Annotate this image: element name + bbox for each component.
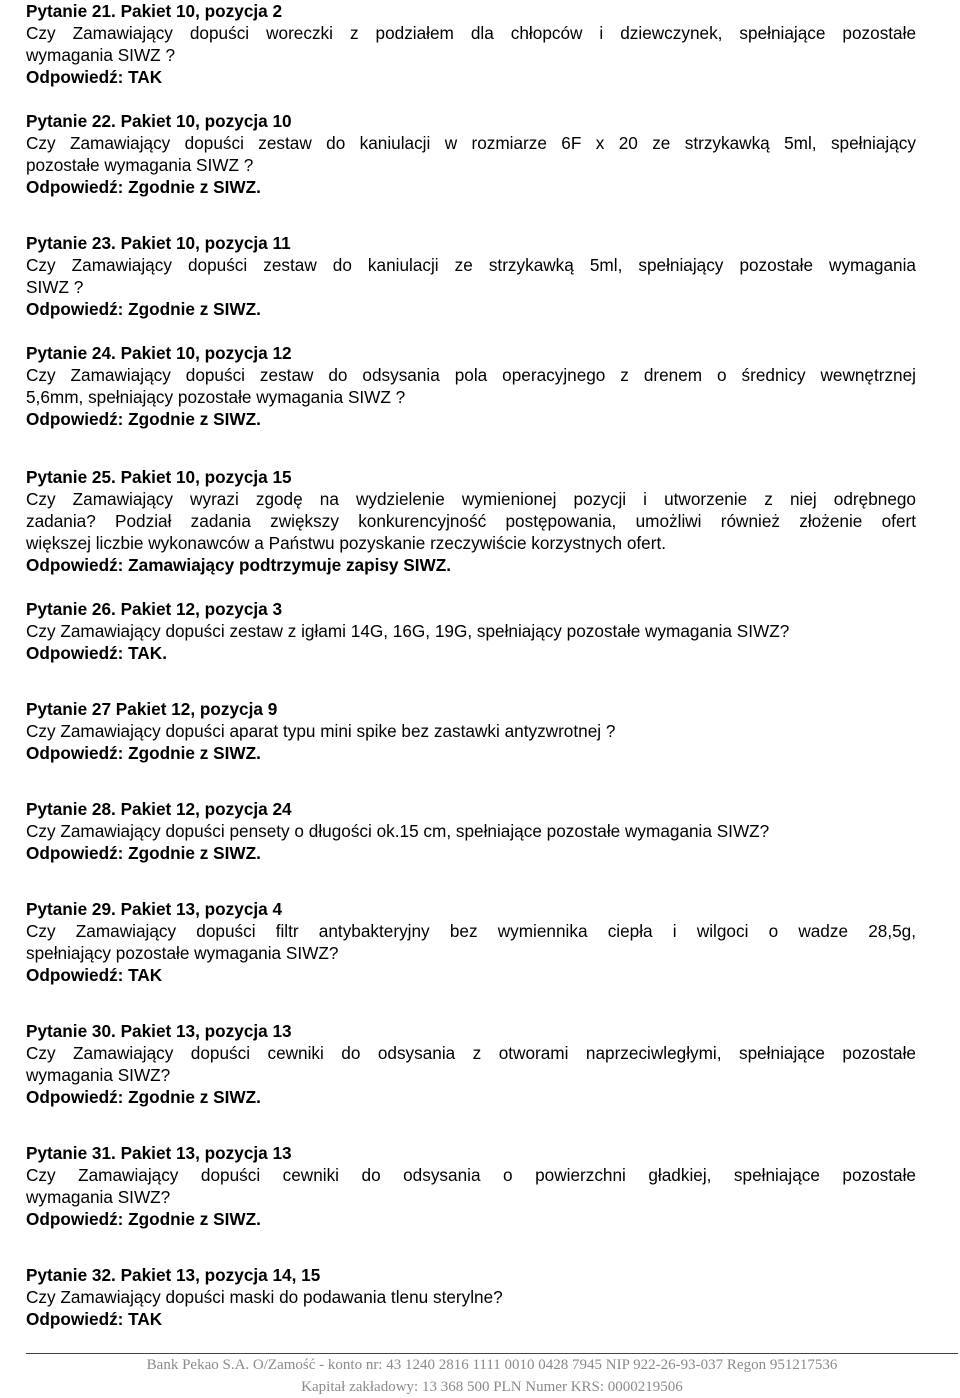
question-package: Pakiet 10, pozycja 15 xyxy=(115,467,292,487)
answer-text: Odpowiedź: TAK. xyxy=(26,643,167,663)
question-package: Pakiet 12, pozycja 24 xyxy=(115,799,292,819)
question-number: Pytanie 27 Pakiet 12, pozycja 9 xyxy=(26,699,278,719)
question-block xyxy=(26,598,916,664)
question-text-line: Czy Zamawiający dopuści cewniki do odsysania o powierzchni gładkiej, spełniające pozostałe xyxy=(26,1165,916,1185)
question-text-line: większej liczbie wykonawców a Państwu pozyskanie rzeczywiście korzystnych ofert. xyxy=(26,533,666,553)
question-text-line: Czy Zamawiający dopuści zestaw do kaniulacji ze strzykawką 5ml, spełniający pozostałe wymagania xyxy=(26,255,916,275)
question-block xyxy=(26,342,916,430)
answer-text: Odpowiedź: Zgodnie z SIWZ. xyxy=(26,743,261,763)
question-text-line: pozostałe wymagania SIWZ ? xyxy=(26,155,254,175)
question-block xyxy=(26,110,916,198)
question-number: Pytanie 29. xyxy=(26,899,116,919)
question-text-line: Czy Zamawiający dopuści maski do podawania tlenu sterylne? xyxy=(26,1287,503,1307)
answer-text: Odpowiedź: Zgodnie z SIWZ. xyxy=(26,177,261,197)
question-text-line: wymagania SIWZ? xyxy=(26,1187,171,1207)
question-block xyxy=(26,1264,916,1330)
question-package: Pakiet 13, pozycja 4 xyxy=(115,899,283,919)
question-text-line: Czy Zamawiający dopuści aparat typu mini spike bez zastawki antyzwrotnej ? xyxy=(26,721,616,741)
question-header xyxy=(26,232,916,254)
question-text-line: Czy Zamawiający dopuści filtr antybakteryjny bez wymiennika ciepła i wilgoci o wadze 28,5g, xyxy=(26,921,916,941)
question-number: Pytanie 30. xyxy=(26,1021,116,1041)
question-header xyxy=(26,1264,916,1286)
question-package: Pakiet 12, pozycja 3 xyxy=(115,599,283,619)
question-text-line: Czy Zamawiający dopuści zestaw z igłami 14G, 16G, 19G, spełniający pozostałe wymagania SIWZ? xyxy=(26,621,790,641)
answer-text: Odpowiedź: Zgodnie z SIWZ. xyxy=(26,1209,261,1229)
question-number: Pytanie 28. xyxy=(26,799,116,819)
question-block xyxy=(26,466,916,576)
answer-text: Odpowiedź: Zgodnie z SIWZ. xyxy=(26,409,261,429)
question-number: Pytanie 24. xyxy=(26,343,116,363)
question-block xyxy=(26,898,916,986)
answer-text: Odpowiedź: TAK xyxy=(26,1309,163,1329)
question-header xyxy=(26,342,916,364)
question-text-line: zadania? Podział zadania zwiększy konkurencyjność postępowania, umożliwi również złożenie ofert xyxy=(26,511,916,531)
question-text-line: Czy Zamawiający dopuści woreczki z podziałem dla chłopców i dziewczynek, spełniające pozostałe xyxy=(26,23,916,43)
question-number: Pytanie 31. xyxy=(26,1143,116,1163)
question-number: Pytanie 26. xyxy=(26,599,116,619)
answer-text: Odpowiedź: Zamawiający podtrzymuje zapisy SIWZ. xyxy=(26,555,451,575)
answer-text: Odpowiedź: TAK xyxy=(26,67,163,87)
question-text-line: Czy Zamawiający dopuści cewniki do odsysania z otworami naprzeciwległymi, spełniające pozostałe xyxy=(26,1043,916,1063)
question-block xyxy=(26,798,916,864)
question-package: Pakiet 10, pozycja 10 xyxy=(115,111,292,131)
question-header xyxy=(26,898,916,920)
question-header xyxy=(26,466,916,488)
question-header xyxy=(26,0,916,22)
question-number: Pytanie 22. xyxy=(26,111,116,131)
question-block xyxy=(26,1142,916,1230)
question-number: Pytanie 21. Pakiet 10, pozycja 2 xyxy=(26,1,283,21)
question-package: Pakiet 10, pozycja 12 xyxy=(115,343,292,363)
question-header xyxy=(26,1142,916,1164)
question-header xyxy=(26,1020,916,1042)
question-text-line: Czy Zamawiający dopuści zestaw do kaniulacji w rozmiarze 6F x 20 ze strzykawką 5ml, spełniający xyxy=(26,133,916,153)
question-header xyxy=(26,798,916,820)
question-number: Pytanie 23. xyxy=(26,233,116,253)
footer-bank-info: Bank Pekao S.A. O/Zamość - konto nr: 43 1240 2816 1111 0010 0428 7945 NIP 922-26-93-037 Regon 951217536 xyxy=(146,1357,838,1373)
question-text-line: Czy Zamawiający dopuści zestaw do odsysania pola operacyjnego z drenem o średnicy wewnętrznej xyxy=(26,365,916,385)
question-block xyxy=(26,1020,916,1108)
question-package: Pakiet 10, pozycja 11 xyxy=(115,233,291,253)
question-header xyxy=(26,598,916,620)
question-header xyxy=(26,698,916,720)
question-block xyxy=(26,698,916,764)
question-header xyxy=(26,110,916,132)
footer-capital-info: Kapitał zakładowy: 13 368 500 PLN Numer KRS: 0000219506 xyxy=(301,1379,683,1395)
question-text-line: spełniający pozostałe wymagania SIWZ? xyxy=(26,943,339,963)
question-package: Pakiet 13, pozycja 13 xyxy=(115,1021,292,1041)
question-number: Pytanie 25. xyxy=(26,467,116,487)
answer-text: Odpowiedź: TAK xyxy=(26,965,163,985)
page-footer xyxy=(26,1353,958,1398)
question-number: Pytanie 32. xyxy=(26,1265,116,1285)
question-block xyxy=(26,0,916,88)
question-package: Pakiet 13, pozycja 14, 15 xyxy=(115,1265,321,1285)
answer-text: Odpowiedź: Zgodnie z SIWZ. xyxy=(26,299,261,319)
answer-text: Odpowiedź: Zgodnie z SIWZ. xyxy=(26,1087,261,1107)
question-text-line: SIWZ ? xyxy=(26,277,84,297)
question-text-line: 5,6mm, spełniający pozostałe wymagania SIWZ ? xyxy=(26,387,406,407)
question-package: Pakiet 13, pozycja 13 xyxy=(115,1143,292,1163)
question-text-line: Czy Zamawiający dopuści pensety o długości ok.15 cm, spełniające pozostałe wymagania SIWZ? xyxy=(26,821,770,841)
question-block xyxy=(26,232,916,320)
question-text-line: wymagania SIWZ ? xyxy=(26,45,176,65)
answer-text: Odpowiedź: Zgodnie z SIWZ. xyxy=(26,843,261,863)
question-text-line: wymagania SIWZ? xyxy=(26,1065,171,1085)
question-text-line: Czy Zamawiający wyrazi zgodę na wydzielenie wymienionej pozycji i utworzenie z niej odrębnego xyxy=(26,489,916,509)
